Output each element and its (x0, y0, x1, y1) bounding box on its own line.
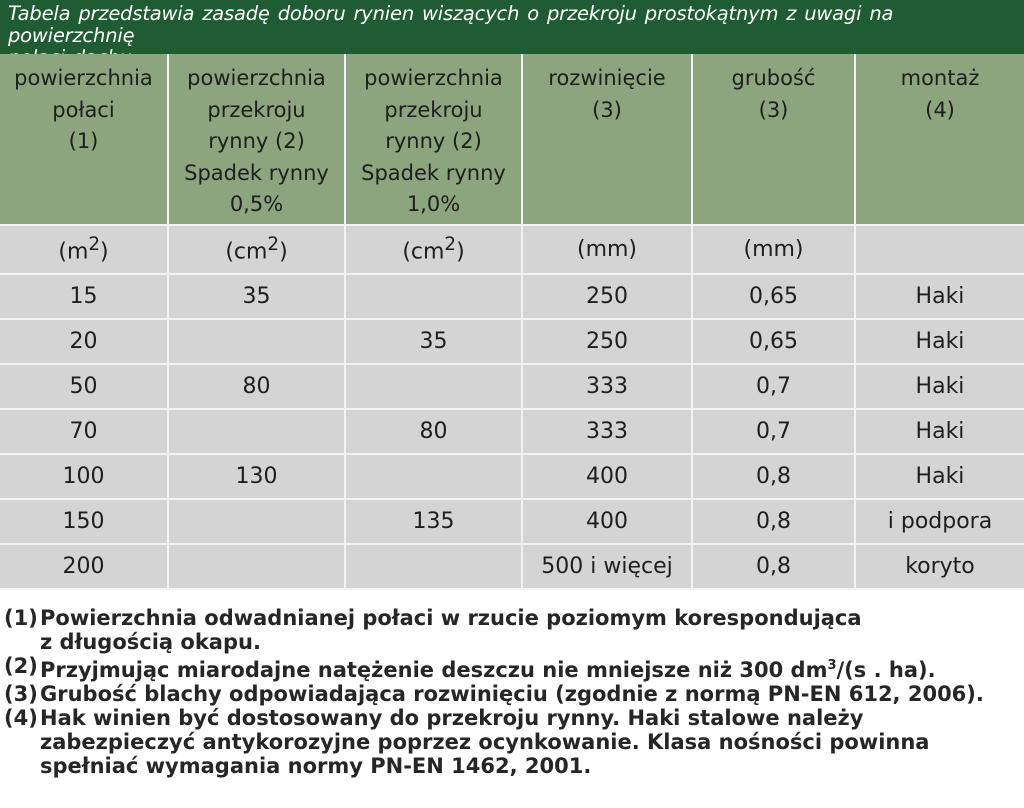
table-cell: 0,8 (692, 544, 855, 589)
table-row (0, 544, 1024, 589)
caption-line-1: Tabela przedstawia zasadę doboru rynien wiszących o przekroju prostokątnym z uwagi na powierzchnię (8, 2, 894, 47)
header-cell (0, 54, 168, 225)
table-row (0, 454, 1024, 499)
header-line: (3) (758, 97, 789, 122)
table-cell: 35 (345, 319, 522, 364)
footnote-line: spełniać wymagania normy PN-EN 1462, 2001. (40, 754, 592, 778)
table-cell: Haki (855, 409, 1024, 454)
table-row (0, 409, 1024, 454)
table-cell (345, 544, 522, 589)
table-cell: 80 (168, 364, 345, 409)
table-cell: 250 (522, 274, 692, 319)
table-body (0, 225, 1024, 589)
footnote-number: (4) (4, 706, 38, 730)
table-cell: 100 (0, 454, 168, 499)
unit-tail: ) (279, 239, 288, 265)
table-row (0, 364, 1024, 409)
table-cell: 50 (0, 364, 168, 409)
footnote-text-pre: Przyjmując miarodajne natężenie deszczu nie mniejsze niż 300 dm (40, 658, 828, 682)
table-cell (168, 544, 345, 589)
table-cell: Haki (855, 319, 1024, 364)
footnote (0, 706, 1024, 778)
header-line: powierzchnia (14, 66, 153, 90)
table-cell (345, 364, 522, 409)
table-cell: 0,7 (692, 364, 855, 409)
table-cell: 0,8 (692, 499, 855, 544)
table-cell: 70 (0, 409, 168, 454)
table-cell: Haki (855, 274, 1024, 319)
footnote-line: Grubość blachy odpowiadająca rozwinięciu (zgodnie z normą PN-EN 612, 2006). (40, 682, 984, 706)
table-cell: 500 i więcej (522, 544, 692, 589)
header-line: (3) (592, 97, 622, 122)
header-line: (4) (925, 97, 955, 122)
header-line: przekroju (207, 97, 306, 122)
table-cell (345, 274, 522, 319)
footnote (0, 606, 1024, 654)
units-row (0, 225, 1024, 274)
table-cell: 35 (168, 274, 345, 319)
table-cell: 80 (345, 409, 522, 454)
footnote-number: (2) (4, 654, 38, 678)
table-cell: 0,7 (692, 409, 855, 454)
unit-cell (855, 225, 1024, 274)
table-cell: 135 (345, 499, 522, 544)
table-cell: 250 (522, 319, 692, 364)
table-cell: 15 (0, 274, 168, 319)
table-cell: 150 (0, 499, 168, 544)
table-cell: 130 (168, 454, 345, 499)
table-cell: 333 (522, 364, 692, 409)
unit-cell (345, 225, 522, 274)
table-cell (345, 454, 522, 499)
unit-tail: ) (100, 239, 109, 265)
header-line: montaż (900, 66, 980, 90)
table-cell: 400 (522, 499, 692, 544)
footnote-line: z długością okapu. (40, 630, 261, 654)
table-cell: 20 (0, 319, 168, 364)
header-line: rynny (2) (385, 129, 482, 153)
header-line: rozwinięcie (548, 66, 666, 90)
table-cell: 400 (522, 454, 692, 499)
gutter-selection-table (0, 54, 1024, 590)
table-cell: 0,65 (692, 274, 855, 319)
header-line: powierzchnia (364, 66, 503, 90)
footnote-number: (1) (4, 606, 38, 630)
header-line: (1) (68, 129, 99, 153)
footnote-exponent: 3 (827, 658, 837, 673)
header-line: rynny (2) (208, 129, 305, 153)
table-cell: 200 (0, 544, 168, 589)
footnote-text (40, 606, 1024, 654)
unit-exponent: 2 (88, 234, 101, 256)
header-cell (168, 54, 345, 225)
footnote-line: Hak winien być dostosowany do przekroju rynny. Haki stalowe należy (40, 706, 864, 730)
footnote-line (40, 654, 1016, 682)
header-line: 1,0% (406, 192, 461, 216)
header-cell (522, 54, 692, 225)
header-cell (692, 54, 855, 225)
unit-exponent: 2 (444, 234, 457, 256)
unit-cell (522, 225, 692, 274)
unit-cell (692, 225, 855, 274)
header-line: powierzchnia (187, 66, 326, 90)
header-cell (345, 54, 522, 225)
footnote-text-post: /(s . ha). (836, 658, 936, 682)
footnotes (0, 606, 1024, 778)
table-cell: koryto (855, 544, 1024, 589)
header-line: przekroju (384, 97, 483, 122)
footnote-text (40, 682, 1024, 706)
table-row (0, 319, 1024, 364)
table-cell (168, 319, 345, 364)
footnote-line: zabezpieczyć antykorozyjne poprzez ocynkowanie. Klasa nośności powinna (40, 730, 930, 754)
header-row (0, 54, 1024, 225)
unit-base: (m (58, 239, 89, 265)
unit-cell (0, 225, 168, 274)
header-line: 0,5% (229, 192, 284, 216)
unit-base: (cm (225, 239, 268, 265)
footnote-line: Powierzchnia odwadnianej połaci w rzucie poziomym korespondująca (40, 606, 862, 630)
header-line: grubość (731, 66, 816, 90)
header-cell (855, 54, 1024, 225)
table-row (0, 499, 1024, 544)
unit-base: (mm) (743, 237, 804, 262)
footnote-text (40, 706, 1024, 778)
header-line: połaci (52, 97, 115, 122)
unit-tail: ) (456, 239, 465, 265)
unit-exponent: 2 (267, 234, 280, 256)
unit-cell (168, 225, 345, 274)
unit-base: (cm (402, 239, 445, 265)
unit-base: (mm) (576, 237, 638, 262)
table-caption (0, 0, 1024, 54)
footnote-text (40, 654, 1024, 682)
table-cell: 333 (522, 409, 692, 454)
table-cell: Haki (855, 364, 1024, 409)
table-cell: i podpora (855, 499, 1024, 544)
footnote-number: (3) (4, 682, 38, 706)
header-line: Spadek rynny (361, 160, 506, 185)
table-cell: Haki (855, 454, 1024, 499)
table-row (0, 274, 1024, 319)
footnote (0, 654, 1024, 682)
table-cell: 0,65 (692, 319, 855, 364)
table-cell (168, 499, 345, 544)
header-line: Spadek rynny (184, 160, 329, 185)
table-cell (168, 409, 345, 454)
table-cell: 0,8 (692, 454, 855, 499)
footnote (0, 682, 1024, 706)
